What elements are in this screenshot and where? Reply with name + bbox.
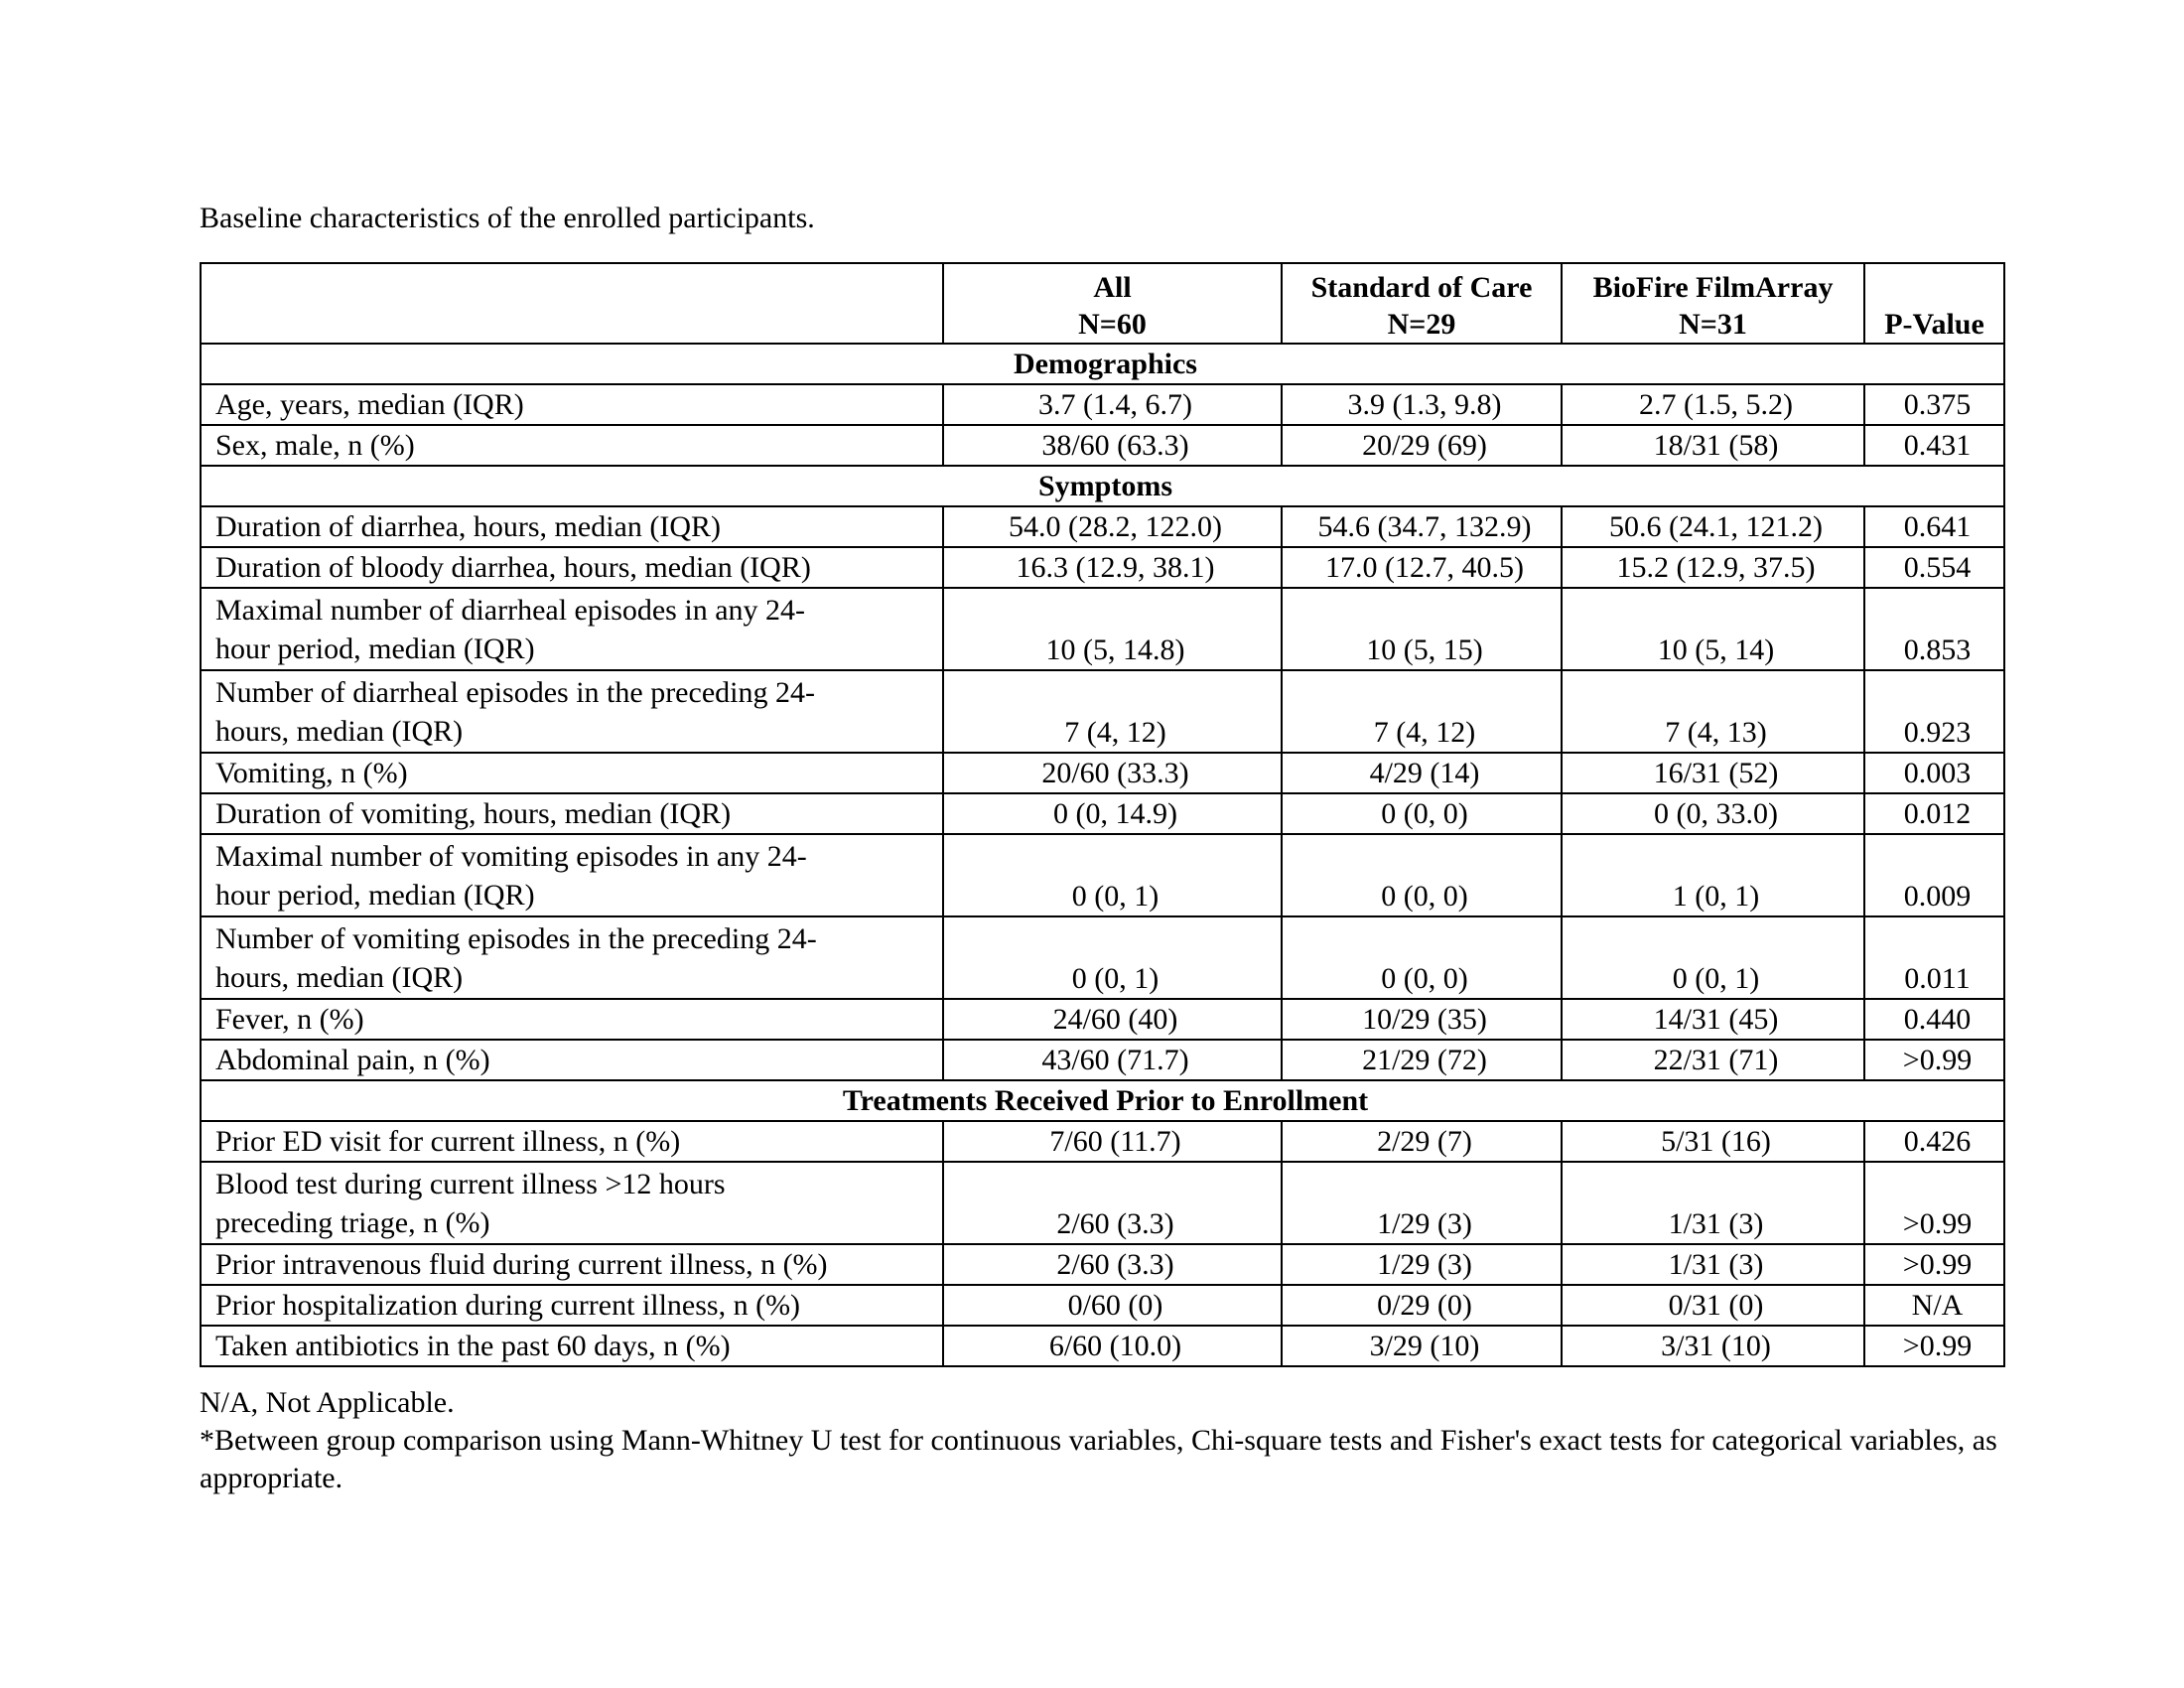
row-label: [201, 916, 943, 999]
cell-standard-of-care: 20/29 (69): [1282, 425, 1562, 466]
table-row: [201, 1244, 2004, 1285]
table-row: [201, 1326, 2004, 1366]
table-body: [201, 344, 2004, 1366]
cell-standard-of-care: 54.6 (34.7, 132.9): [1282, 506, 1562, 547]
cell-standard-of-care: 21/29 (72): [1282, 1040, 1562, 1080]
table-row: [201, 1162, 2004, 1244]
header-all: [943, 263, 1282, 344]
table-row: [201, 506, 2004, 547]
row-label: [201, 999, 943, 1040]
cell-p-value: 0.003: [1864, 753, 2004, 793]
cell-all: 0 (0, 1): [943, 834, 1282, 916]
table-row: [201, 547, 2004, 588]
cell-biofire: 0 (0, 1): [1562, 916, 1864, 999]
section-title: Symptoms: [201, 466, 2004, 506]
cell-all: 10 (5, 14.8): [943, 588, 1282, 670]
row-label: [201, 425, 943, 466]
section-row: [201, 466, 2004, 506]
row-label: [201, 834, 943, 916]
section-title: Demographics: [201, 344, 2004, 384]
header-p-value: [1864, 263, 2004, 344]
row-label: [201, 506, 943, 547]
cell-p-value: 0.012: [1864, 793, 2004, 834]
table-row: [201, 384, 2004, 425]
cell-all: 54.0 (28.2, 122.0): [943, 506, 1282, 547]
cell-all: 2/60 (3.3): [943, 1162, 1282, 1244]
table-header-row: [201, 263, 2004, 344]
table-row: [201, 670, 2004, 753]
cell-all: 0/60 (0): [943, 1285, 1282, 1326]
header-soc-n: N=29: [1387, 308, 1456, 341]
cell-p-value: >0.99: [1864, 1040, 2004, 1080]
row-label-line: Number of diarrheal episodes in the preceding 24-: [215, 676, 815, 709]
cell-standard-of-care: 0 (0, 0): [1282, 834, 1562, 916]
cell-biofire: 15.2 (12.9, 37.5): [1562, 547, 1864, 588]
row-label-line: Duration of vomiting, hours, median (IQR): [215, 797, 732, 830]
cell-biofire: 0 (0, 33.0): [1562, 793, 1864, 834]
table-row: [201, 999, 2004, 1040]
cell-p-value: 0.011: [1864, 916, 2004, 999]
cell-p-value: >0.99: [1864, 1162, 2004, 1244]
header-soc-title: Standard of Care: [1310, 271, 1533, 304]
cell-standard-of-care: 7 (4, 12): [1282, 670, 1562, 753]
footnote-statistics: *Between group comparison using Mann-Whitney U test for continuous variables, Chi-square tests and Fisher's exact tests for categorical variables, as appropriate.: [200, 1424, 1997, 1494]
header-empty-cell: [201, 263, 943, 344]
table-row: [201, 793, 2004, 834]
header-p-value-label: P-Value: [1884, 308, 1984, 341]
row-label-line-2: hour period, median (IQR): [215, 633, 535, 665]
row-label-line: Prior hospitalization during current illness, n (%): [215, 1289, 801, 1322]
row-label: [201, 793, 943, 834]
cell-biofire: 3/31 (10): [1562, 1326, 1864, 1366]
cell-all: 16.3 (12.9, 38.1): [943, 547, 1282, 588]
cell-standard-of-care: 1/29 (3): [1282, 1162, 1562, 1244]
cell-biofire: 0/31 (0): [1562, 1285, 1864, 1326]
row-label: [201, 1326, 943, 1366]
cell-standard-of-care: 3.9 (1.3, 9.8): [1282, 384, 1562, 425]
footnotes: [200, 1384, 2016, 1497]
cell-p-value: 0.923: [1864, 670, 2004, 753]
cell-all: 0 (0, 14.9): [943, 793, 1282, 834]
row-label: [201, 1244, 943, 1285]
cell-biofire: 5/31 (16): [1562, 1121, 1864, 1162]
section-title: Treatments Received Prior to Enrollment: [201, 1080, 2004, 1121]
table-row: [201, 1121, 2004, 1162]
cell-standard-of-care: 10/29 (35): [1282, 999, 1562, 1040]
cell-biofire: 10 (5, 14): [1562, 588, 1864, 670]
cell-standard-of-care: 0 (0, 0): [1282, 793, 1562, 834]
cell-all: 2/60 (3.3): [943, 1244, 1282, 1285]
cell-all: 7 (4, 12): [943, 670, 1282, 753]
row-label-line: Duration of bloody diarrhea, hours, median (IQR): [215, 551, 811, 584]
cell-all: 38/60 (63.3): [943, 425, 1282, 466]
row-label-line: Sex, male, n (%): [215, 429, 415, 462]
row-label-line: Prior intravenous fluid during current illness, n (%): [215, 1248, 828, 1281]
row-label-line: Maximal number of diarrheal episodes in any 24-: [215, 594, 805, 627]
row-label: [201, 1121, 943, 1162]
cell-p-value: N/A: [1864, 1285, 2004, 1326]
header-biofire: [1562, 263, 1864, 344]
row-label-line-2: hours, median (IQR): [215, 961, 464, 994]
row-label-line: Age, years, median (IQR): [215, 388, 524, 421]
cell-p-value: 0.426: [1864, 1121, 2004, 1162]
cell-all: 6/60 (10.0): [943, 1326, 1282, 1366]
cell-p-value: 0.554: [1864, 547, 2004, 588]
cell-biofire: 22/31 (71): [1562, 1040, 1864, 1080]
cell-p-value: 0.440: [1864, 999, 2004, 1040]
cell-biofire: 50.6 (24.1, 121.2): [1562, 506, 1864, 547]
row-label-line-2: preceding triage, n (%): [215, 1206, 490, 1239]
row-label-line: Fever, n (%): [215, 1003, 364, 1036]
row-label: [201, 670, 943, 753]
cell-standard-of-care: 0 (0, 0): [1282, 916, 1562, 999]
table-row: [201, 916, 2004, 999]
cell-p-value: 0.853: [1864, 588, 2004, 670]
row-label-line: Duration of diarrhea, hours, median (IQR): [215, 510, 722, 543]
cell-all: 24/60 (40): [943, 999, 1282, 1040]
row-label-line-2: hours, median (IQR): [215, 715, 464, 748]
row-label: [201, 384, 943, 425]
cell-p-value: 0.009: [1864, 834, 2004, 916]
table-row: [201, 588, 2004, 670]
cell-standard-of-care: 10 (5, 15): [1282, 588, 1562, 670]
cell-all: 43/60 (71.7): [943, 1040, 1282, 1080]
table-row: [201, 1285, 2004, 1326]
cell-standard-of-care: 2/29 (7): [1282, 1121, 1562, 1162]
table-caption: Baseline characteristics of the enrolled participants.: [200, 202, 815, 234]
cell-p-value: >0.99: [1864, 1326, 2004, 1366]
row-label-line: Maximal number of vomiting episodes in any 24-: [215, 840, 807, 873]
cell-p-value: 0.431: [1864, 425, 2004, 466]
footnote-na: N/A, Not Applicable.: [200, 1386, 455, 1419]
cell-biofire: 18/31 (58): [1562, 425, 1864, 466]
section-row: [201, 344, 2004, 384]
cell-standard-of-care: 3/29 (10): [1282, 1326, 1562, 1366]
cell-all: 0 (0, 1): [943, 916, 1282, 999]
row-label-line: Taken antibiotics in the past 60 days, n (%): [215, 1330, 731, 1362]
row-label-line-2: hour period, median (IQR): [215, 879, 535, 912]
header-biofire-n: N=31: [1679, 308, 1747, 341]
cell-p-value: 0.375: [1864, 384, 2004, 425]
header-all-title: All: [1093, 271, 1132, 304]
cell-standard-of-care: 4/29 (14): [1282, 753, 1562, 793]
row-label: [201, 1285, 943, 1326]
cell-p-value: 0.641: [1864, 506, 2004, 547]
row-label-line: Vomiting, n (%): [215, 757, 408, 789]
section-row: [201, 1080, 2004, 1121]
cell-standard-of-care: 0/29 (0): [1282, 1285, 1562, 1326]
header-biofire-title: BioFire FilmArray: [1592, 271, 1834, 304]
cell-standard-of-care: 17.0 (12.7, 40.5): [1282, 547, 1562, 588]
cell-biofire: 1/31 (3): [1562, 1162, 1864, 1244]
cell-standard-of-care: 1/29 (3): [1282, 1244, 1562, 1285]
row-label-line: Abdominal pain, n (%): [215, 1044, 490, 1076]
row-label: [201, 753, 943, 793]
cell-biofire: 7 (4, 13): [1562, 670, 1864, 753]
baseline-characteristics-table: [200, 262, 2005, 1367]
table-row: [201, 753, 2004, 793]
header-standard-of-care: [1282, 263, 1562, 344]
table-row: [201, 834, 2004, 916]
cell-biofire: 16/31 (52): [1562, 753, 1864, 793]
row-label: [201, 1162, 943, 1244]
cell-biofire: 1 (0, 1): [1562, 834, 1864, 916]
row-label-line: Prior ED visit for current illness, n (%): [215, 1125, 681, 1158]
row-label: [201, 547, 943, 588]
row-label-line: Number of vomiting episodes in the preceding 24-: [215, 922, 817, 955]
row-label: [201, 1040, 943, 1080]
cell-biofire: 14/31 (45): [1562, 999, 1864, 1040]
cell-all: 7/60 (11.7): [943, 1121, 1282, 1162]
table-row: [201, 425, 2004, 466]
cell-all: 3.7 (1.4, 6.7): [943, 384, 1282, 425]
row-label-line: Blood test during current illness >12 hours: [215, 1168, 726, 1200]
cell-all: 20/60 (33.3): [943, 753, 1282, 793]
cell-p-value: >0.99: [1864, 1244, 2004, 1285]
row-label: [201, 588, 943, 670]
table-row: [201, 1040, 2004, 1080]
cell-biofire: 1/31 (3): [1562, 1244, 1864, 1285]
header-all-n: N=60: [1078, 308, 1147, 341]
cell-biofire: 2.7 (1.5, 5.2): [1562, 384, 1864, 425]
